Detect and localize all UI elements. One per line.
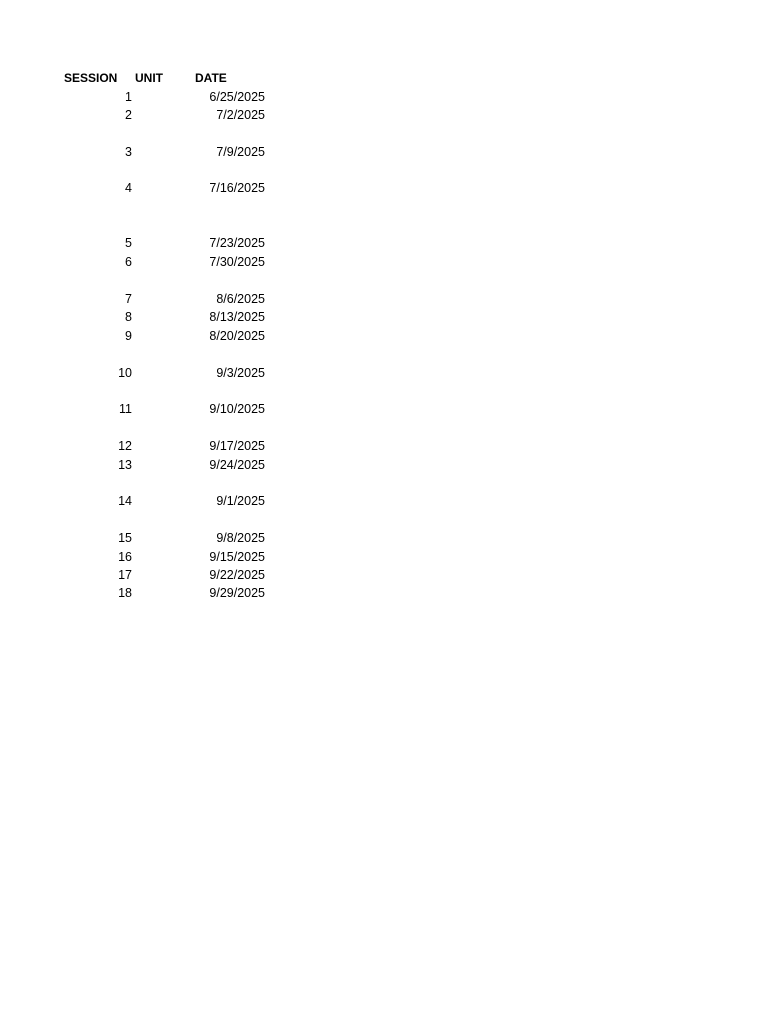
date-cell: 7/9/2025 <box>216 145 265 159</box>
session-cell: 7 <box>125 292 132 306</box>
session-cell: 12 <box>118 439 132 453</box>
date-cell: 9/8/2025 <box>216 531 265 545</box>
date-cell: 7/16/2025 <box>209 181 265 195</box>
date-cell: 9/24/2025 <box>209 458 265 472</box>
session-cell: 5 <box>125 236 132 250</box>
session-cell: 11 <box>119 402 132 416</box>
session-cell: 4 <box>125 181 132 195</box>
table-row <box>0 493 300 509</box>
table-row <box>0 457 300 473</box>
session-cell: 16 <box>118 550 132 564</box>
header-unit: UNIT <box>135 71 163 85</box>
table-row <box>0 365 300 381</box>
table-row <box>0 309 300 325</box>
table-row <box>0 254 300 270</box>
table-row <box>0 328 300 344</box>
table-row <box>0 89 300 105</box>
table-row <box>0 291 300 307</box>
date-cell: 9/17/2025 <box>209 439 265 453</box>
table-row <box>0 585 300 601</box>
table-row <box>0 401 300 417</box>
date-cell: 8/20/2025 <box>209 329 265 343</box>
date-cell: 7/2/2025 <box>216 108 265 122</box>
session-cell: 17 <box>118 568 132 582</box>
date-cell: 9/22/2025 <box>209 568 265 582</box>
date-cell: 7/30/2025 <box>209 255 265 269</box>
table-row <box>0 530 300 546</box>
session-cell: 13 <box>118 458 132 472</box>
session-cell: 3 <box>125 145 132 159</box>
date-cell: 8/13/2025 <box>209 310 265 324</box>
table-row <box>0 549 300 565</box>
header-date: DATE <box>195 71 227 85</box>
table-row <box>0 107 300 123</box>
table-row <box>0 567 300 583</box>
date-cell: 9/15/2025 <box>209 550 265 564</box>
date-cell: 9/10/2025 <box>209 402 265 416</box>
session-cell: 8 <box>125 310 132 324</box>
session-cell: 10 <box>118 366 132 380</box>
header-session: SESSION <box>64 71 118 85</box>
session-cell: 9 <box>125 329 132 343</box>
session-cell: 2 <box>125 108 132 122</box>
date-cell: 9/3/2025 <box>216 366 265 380</box>
date-cell: 9/1/2025 <box>216 494 265 508</box>
date-cell: 8/6/2025 <box>216 292 265 306</box>
date-cell: 7/23/2025 <box>209 236 265 250</box>
date-cell: 9/29/2025 <box>209 586 265 600</box>
session-cell: 14 <box>118 494 132 508</box>
table-row <box>0 438 300 454</box>
table-row <box>0 235 300 251</box>
session-cell: 15 <box>118 531 132 545</box>
date-cell: 6/25/2025 <box>209 90 265 104</box>
session-cell: 6 <box>125 255 132 269</box>
table-row <box>0 144 300 160</box>
session-cell: 18 <box>118 586 132 600</box>
session-cell: 1 <box>125 90 132 104</box>
table-row <box>0 180 300 196</box>
